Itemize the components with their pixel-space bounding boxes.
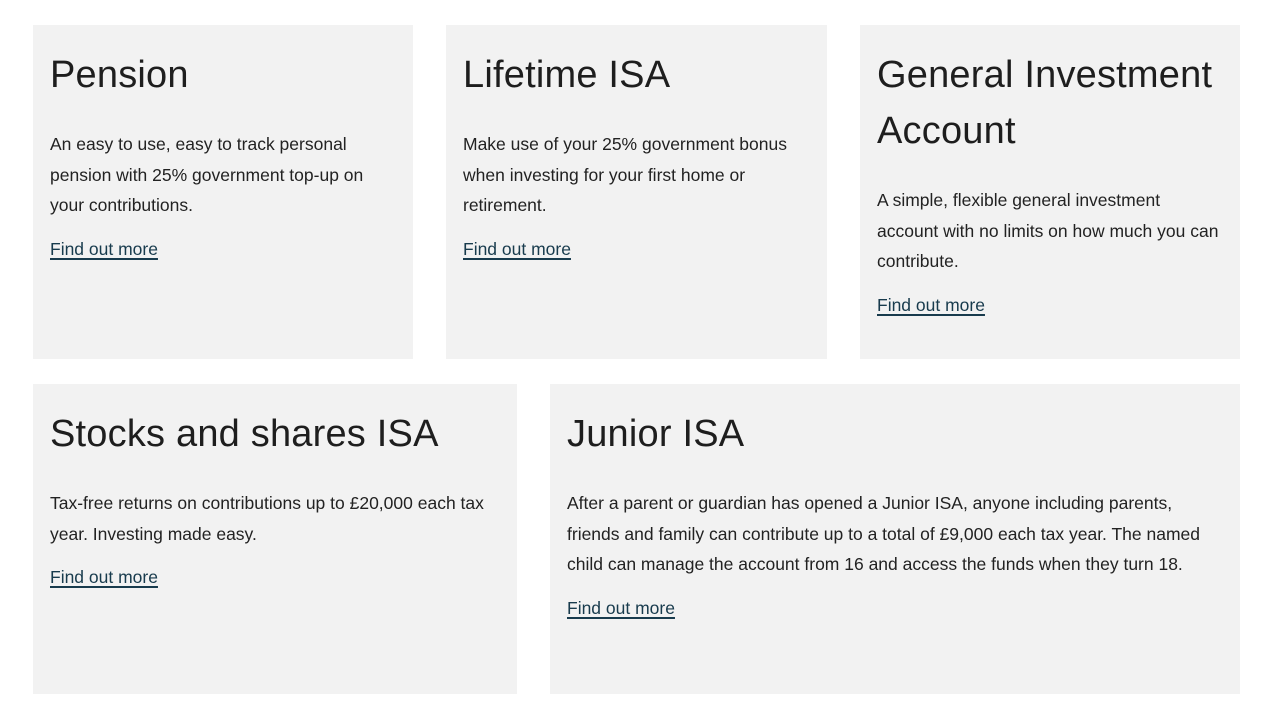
find-out-more-link-general-investment-account[interactable]: Find out more bbox=[877, 294, 985, 315]
product-card-pension bbox=[33, 25, 413, 359]
card-title: Pension bbox=[50, 54, 189, 96]
find-out-more-link-lifetime-isa[interactable]: Find out more bbox=[463, 238, 571, 259]
card-title: Lifetime ISA bbox=[463, 54, 671, 96]
product-card-junior-isa bbox=[550, 384, 1240, 694]
card-description: Make use of your 25% government bonus when investing for your first home or retirement. bbox=[463, 134, 787, 215]
card-title: Stocks and shares ISA bbox=[50, 413, 439, 455]
card-description: A simple, flexible general investment account with no limits on how much you can contribute. bbox=[877, 190, 1219, 271]
card-description: After a parent or guardian has opened a Junior ISA, anyone including parents, friends and family can contribute up to a total of £9,000 each tax year. The named child can manage the account from 16 and access the funds when they turn 18. bbox=[567, 493, 1200, 574]
find-out-more-link-stocks-and-shares-isa[interactable]: Find out more bbox=[50, 567, 158, 587]
product-card-stocks-and-shares-isa bbox=[33, 384, 517, 694]
card-description: An easy to use, easy to track personal pension with 25% government top-up on your contributions. bbox=[50, 134, 364, 215]
card-title: Junior ISA bbox=[567, 413, 745, 455]
card-description: Tax-free returns on contributions up to £20,000 each tax year. Investing made easy. bbox=[50, 493, 484, 544]
card-title: General Investment Account bbox=[877, 54, 1213, 152]
find-out-more-link-pension[interactable]: Find out more bbox=[50, 238, 158, 259]
find-out-more-link-junior-isa[interactable]: Find out more bbox=[567, 597, 675, 618]
product-card-lifetime-isa bbox=[446, 25, 827, 359]
product-card-general-investment-account bbox=[860, 25, 1240, 359]
